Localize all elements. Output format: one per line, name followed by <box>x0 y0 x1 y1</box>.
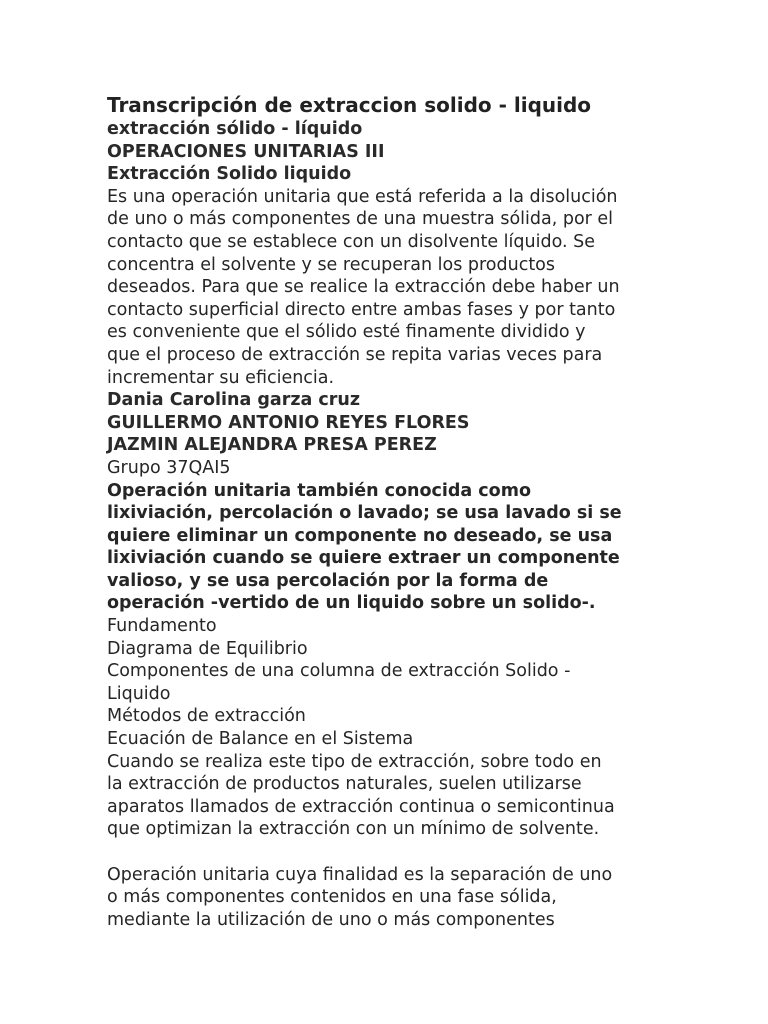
intro-line: Es una operación unitaria que está referida a la disolución <box>107 186 618 207</box>
definition-line: lixiviación, percolación o lavado; se usa lavado si se <box>107 503 622 524</box>
section-heading: Extracción Solido liquido <box>107 164 352 185</box>
intro-line: deseados. Para que se realice la extracción debe haber un <box>107 277 620 298</box>
definition-line: lixiviación cuando se quiere extraer un componente <box>107 548 620 569</box>
group-label: Grupo 37QAI5 <box>107 457 231 478</box>
apparatus-line: Cuando se realiza este tipo de extracción, sobre todo en <box>107 751 602 772</box>
apparatus-line: que optimizan la extracción con un mínimo de solvente. <box>107 819 600 840</box>
document-subtitle: extracción sólido - líquido <box>107 119 363 139</box>
author-name: GUILLERMO ANTONIO REYES FLORES <box>107 412 470 433</box>
definition-line: valioso, y se usa percolación por la forma de <box>107 570 549 591</box>
closing-line: o más componentes contenidos en una fase sólida, <box>107 887 557 908</box>
authors-list <box>107 389 667 457</box>
topic-item: Métodos de extracción <box>107 706 306 727</box>
apparatus-line: la extracción de productos naturales, suelen utilizarse <box>107 774 582 795</box>
intro-line: de uno o más componentes de una muestra sólida, por el <box>107 209 614 230</box>
course-name: OPERACIONES UNITARIAS III <box>107 141 385 162</box>
intro-line: que el proceso de extracción se repita varias veces para <box>107 344 603 365</box>
closing-paragraph <box>107 864 667 932</box>
paragraph-spacer <box>107 841 667 864</box>
intro-line: es conveniente que el sólido esté finamente dividido y <box>107 322 586 343</box>
definition-line: Operación unitaria también conocida como <box>107 480 531 501</box>
topic-item: Diagrama de Equilibrio <box>107 638 308 659</box>
closing-line: Operación unitaria cuya finalidad es la separación de uno <box>107 864 613 885</box>
apparatus-line: aparatos llamados de extracción continua o semicontinua <box>107 796 615 817</box>
topic-item: Componentes de una columna de extracción Solido - <box>107 661 571 682</box>
topic-item: Liquido <box>107 683 171 704</box>
definition-line: operación -vertido de un liquido sobre un solido-. <box>107 593 596 614</box>
closing-line: mediante la utilización de uno o más componentes <box>107 909 555 930</box>
author-name: Dania Carolina garza cruz <box>107 390 361 411</box>
topic-item: Fundamento <box>107 616 217 637</box>
definition-paragraph <box>107 480 667 616</box>
author-name: JAZMIN ALEJANDRA PRESA PEREZ <box>107 435 437 456</box>
intro-line: incrementar su eficiencia. <box>107 367 335 388</box>
definition-line: quiere eliminar un componente no deseado, se usa <box>107 525 613 546</box>
intro-line: concentra el solvente y se recuperan los productos <box>107 254 556 275</box>
document-page <box>107 92 667 931</box>
intro-line: contacto superficial directo entre ambas fases y por tanto <box>107 299 616 320</box>
apparatus-paragraph <box>107 751 667 841</box>
intro-paragraph <box>107 186 667 389</box>
intro-line: contacto que se establece con un disolvente líquido. Se <box>107 231 595 252</box>
topic-item: Ecuación de Balance en el Sistema <box>107 729 414 750</box>
document-title: Transcripción de extraccion solido - liquido <box>107 93 592 117</box>
topics-list <box>107 615 667 751</box>
